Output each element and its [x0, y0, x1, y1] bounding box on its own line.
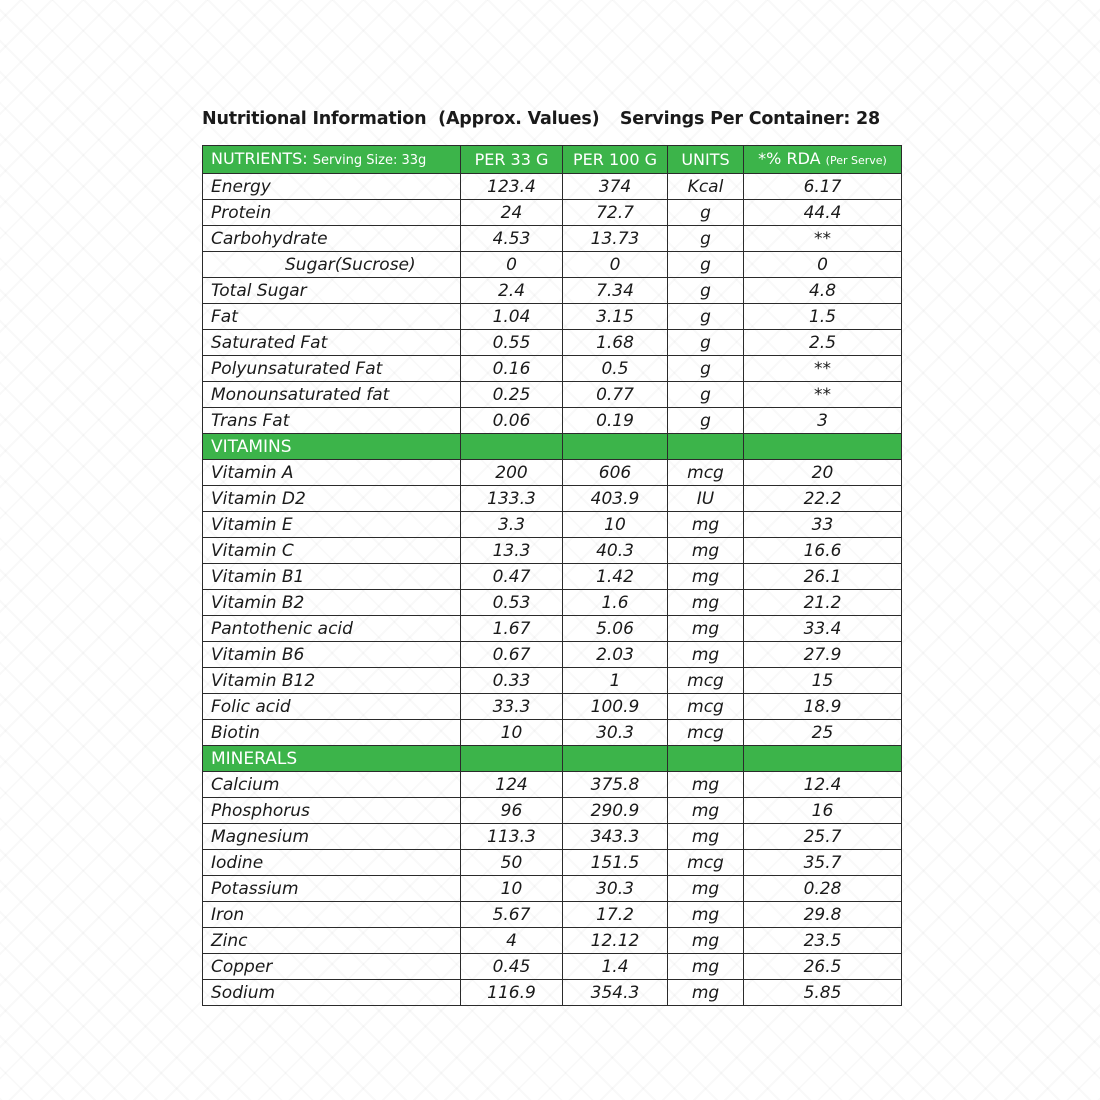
unit: g	[668, 408, 744, 434]
nutrient-name: Folic acid	[203, 694, 461, 720]
table-row	[203, 850, 902, 876]
table-row	[203, 694, 902, 720]
header-per-100: PER 100 G	[563, 146, 668, 174]
per-100g-value: 0.19	[563, 408, 668, 434]
nutrient-name: Sodium	[203, 980, 461, 1006]
per-100g-value: 7.34	[563, 278, 668, 304]
per-100g-value: 1.6	[563, 590, 668, 616]
per-100g-value: 3.15	[563, 304, 668, 330]
table-row	[203, 720, 902, 746]
unit: g	[668, 330, 744, 356]
section-minerals-cell	[563, 746, 668, 772]
per-100g-value: 354.3	[563, 980, 668, 1006]
nutrition-title: Nutritional Information (Approx. Values)	[202, 109, 600, 129]
table-row	[203, 512, 902, 538]
table-row	[203, 356, 902, 382]
table-row	[203, 824, 902, 850]
rda-value: 1.5	[744, 304, 902, 330]
section-vitamins	[203, 434, 902, 460]
rda-value: 4.8	[744, 278, 902, 304]
per-serving-value: 0.67	[461, 642, 563, 668]
per-serving-value: 123.4	[461, 174, 563, 200]
per-serving-value: 0	[461, 252, 563, 278]
table-row	[203, 798, 902, 824]
rda-value: **	[744, 226, 902, 252]
section-minerals-label: MINERALS	[203, 746, 461, 772]
per-100g-value: 10	[563, 512, 668, 538]
nutrient-name: Magnesium	[203, 824, 461, 850]
table-row	[203, 642, 902, 668]
table-row	[203, 590, 902, 616]
per-serving-value: 13.3	[461, 538, 563, 564]
per-100g-value: 30.3	[563, 720, 668, 746]
per-100g-value: 17.2	[563, 902, 668, 928]
header-rda-note: (Per Serve)	[825, 153, 887, 167]
per-serving-value: 116.9	[461, 980, 563, 1006]
unit: mcg	[668, 460, 744, 486]
rda-value: 29.8	[744, 902, 902, 928]
per-serving-value: 2.4	[461, 278, 563, 304]
per-100g-value: 2.03	[563, 642, 668, 668]
per-serving-value: 50	[461, 850, 563, 876]
table-row	[203, 330, 902, 356]
unit: mg	[668, 954, 744, 980]
unit: mcg	[668, 720, 744, 746]
section-vitamins-cell	[563, 434, 668, 460]
per-100g-value: 12.12	[563, 928, 668, 954]
per-serving-value: 0.53	[461, 590, 563, 616]
rda-value: **	[744, 356, 902, 382]
rda-value: 16.6	[744, 538, 902, 564]
nutrient-name: Saturated Fat	[203, 330, 461, 356]
unit: g	[668, 382, 744, 408]
per-serving-value: 3.3	[461, 512, 563, 538]
rda-value: 2.5	[744, 330, 902, 356]
table-row	[203, 486, 902, 512]
nutrient-name: Phosphorus	[203, 798, 461, 824]
table-row	[203, 954, 902, 980]
rda-value: 5.85	[744, 980, 902, 1006]
unit: mcg	[668, 694, 744, 720]
per-serving-value: 0.06	[461, 408, 563, 434]
rda-value: **	[744, 382, 902, 408]
rda-value: 0	[744, 252, 902, 278]
table-row	[203, 538, 902, 564]
table-row	[203, 902, 902, 928]
nutrient-name: Copper	[203, 954, 461, 980]
nutrient-name: Vitamin E	[203, 512, 461, 538]
nutrient-name: Polyunsaturated Fat	[203, 356, 461, 382]
per-serving-value: 96	[461, 798, 563, 824]
section-minerals-cell	[744, 746, 902, 772]
rda-value: 27.9	[744, 642, 902, 668]
unit: g	[668, 304, 744, 330]
nutrient-name: Vitamin B2	[203, 590, 461, 616]
per-100g-value: 1.42	[563, 564, 668, 590]
nutrient-name: Vitamin B6	[203, 642, 461, 668]
table-row	[203, 616, 902, 642]
rda-value: 22.2	[744, 486, 902, 512]
per-serving-value: 1.67	[461, 616, 563, 642]
rda-value: 44.4	[744, 200, 902, 226]
unit: Kcal	[668, 174, 744, 200]
table-row	[203, 304, 902, 330]
nutrient-name: Vitamin C	[203, 538, 461, 564]
unit: mg	[668, 876, 744, 902]
unit: mcg	[668, 850, 744, 876]
unit: mg	[668, 642, 744, 668]
unit: mcg	[668, 668, 744, 694]
nutrient-name: Monounsaturated fat	[203, 382, 461, 408]
unit: mg	[668, 772, 744, 798]
rda-value: 33.4	[744, 616, 902, 642]
rda-value: 20	[744, 460, 902, 486]
per-serving-value: 0.25	[461, 382, 563, 408]
unit: IU	[668, 486, 744, 512]
table-row	[203, 928, 902, 954]
header-nutrients-label: NUTRIENTS:	[211, 148, 308, 168]
nutrient-name: Calcium	[203, 772, 461, 798]
per-100g-value: 30.3	[563, 876, 668, 902]
per-serving-value: 0.33	[461, 668, 563, 694]
per-serving-value: 113.3	[461, 824, 563, 850]
per-100g-value: 606	[563, 460, 668, 486]
per-serving-value: 10	[461, 876, 563, 902]
table-row	[203, 226, 902, 252]
unit: mg	[668, 616, 744, 642]
servings-per-container: Servings Per Container: 28	[619, 109, 880, 129]
per-100g-value: 100.9	[563, 694, 668, 720]
per-100g-value: 1.68	[563, 330, 668, 356]
per-serving-value: 200	[461, 460, 563, 486]
table-header-row	[203, 146, 902, 174]
header-serving-size: Serving Size: 33g	[312, 152, 427, 168]
per-100g-value: 0.5	[563, 356, 668, 382]
per-100g-value: 72.7	[563, 200, 668, 226]
rda-value: 21.2	[744, 590, 902, 616]
rda-value: 23.5	[744, 928, 902, 954]
nutrient-name: Fat	[203, 304, 461, 330]
header-units: UNITS	[668, 146, 744, 174]
nutrient-name: Trans Fat	[203, 408, 461, 434]
rda-value: 15	[744, 668, 902, 694]
table-row	[203, 668, 902, 694]
label-heading	[202, 109, 880, 139]
section-minerals	[203, 746, 902, 772]
per-serving-value: 33.3	[461, 694, 563, 720]
per-100g-value: 5.06	[563, 616, 668, 642]
nutrient-name: Vitamin D2	[203, 486, 461, 512]
nutrient-name: Zinc	[203, 928, 461, 954]
per-serving-value: 10	[461, 720, 563, 746]
section-vitamins-cell	[744, 434, 902, 460]
per-100g-value: 403.9	[563, 486, 668, 512]
per-serving-value: 0.55	[461, 330, 563, 356]
per-100g-value: 375.8	[563, 772, 668, 798]
nutrient-name: Energy	[203, 174, 461, 200]
per-100g-value: 1	[563, 668, 668, 694]
unit: mg	[668, 902, 744, 928]
per-100g-value: 40.3	[563, 538, 668, 564]
header-per-serving: PER 33 G	[461, 146, 563, 174]
nutrient-name: Total Sugar	[203, 278, 461, 304]
rda-value: 25.7	[744, 824, 902, 850]
table-row	[203, 980, 902, 1006]
unit: g	[668, 252, 744, 278]
section-minerals-cell	[461, 746, 563, 772]
unit: g	[668, 278, 744, 304]
per-100g-value: 1.4	[563, 954, 668, 980]
nutrient-name: Potassium	[203, 876, 461, 902]
table-row	[203, 460, 902, 486]
rda-value: 0.28	[744, 876, 902, 902]
rda-value: 6.17	[744, 174, 902, 200]
table-row	[203, 772, 902, 798]
per-serving-value: 4	[461, 928, 563, 954]
unit: mg	[668, 512, 744, 538]
rda-value: 18.9	[744, 694, 902, 720]
nutrient-name: Vitamin B12	[203, 668, 461, 694]
per-serving-value: 1.04	[461, 304, 563, 330]
rda-value: 26.5	[744, 954, 902, 980]
per-serving-value: 24	[461, 200, 563, 226]
table-row	[203, 200, 902, 226]
per-serving-value: 133.3	[461, 486, 563, 512]
unit: mg	[668, 928, 744, 954]
nutrient-name: Biotin	[203, 720, 461, 746]
section-vitamins-label: VITAMINS	[203, 434, 461, 460]
nutrient-name: Sugar(Sucrose)	[203, 252, 461, 278]
per-serving-value: 5.67	[461, 902, 563, 928]
per-100g-value: 151.5	[563, 850, 668, 876]
section-vitamins-cell	[668, 434, 744, 460]
table-row	[203, 564, 902, 590]
section-minerals-cell	[668, 746, 744, 772]
per-100g-value: 0.77	[563, 382, 668, 408]
table-row	[203, 252, 902, 278]
nutrient-name: Vitamin B1	[203, 564, 461, 590]
nutrient-name: Protein	[203, 200, 461, 226]
rda-value: 35.7	[744, 850, 902, 876]
nutrition-table	[202, 145, 902, 1006]
table-row	[203, 278, 902, 304]
table-row	[203, 876, 902, 902]
header-rda	[744, 146, 902, 174]
rda-value: 16	[744, 798, 902, 824]
nutrient-name: Iron	[203, 902, 461, 928]
per-serving-value: 0.47	[461, 564, 563, 590]
header-rda-label: *% RDA	[758, 148, 821, 168]
unit: g	[668, 200, 744, 226]
nutrient-name: Vitamin A	[203, 460, 461, 486]
per-100g-value: 0	[563, 252, 668, 278]
rda-value: 3	[744, 408, 902, 434]
rda-value: 12.4	[744, 772, 902, 798]
rda-value: 25	[744, 720, 902, 746]
section-vitamins-cell	[461, 434, 563, 460]
table-row	[203, 408, 902, 434]
rda-value: 33	[744, 512, 902, 538]
per-serving-value: 0.16	[461, 356, 563, 382]
unit: mg	[668, 824, 744, 850]
per-serving-value: 124	[461, 772, 563, 798]
unit: mg	[668, 798, 744, 824]
unit: mg	[668, 590, 744, 616]
unit: g	[668, 356, 744, 382]
unit: mg	[668, 980, 744, 1006]
nutrient-name: Pantothenic acid	[203, 616, 461, 642]
per-100g-value: 13.73	[563, 226, 668, 252]
per-100g-value: 290.9	[563, 798, 668, 824]
nutrient-name: Iodine	[203, 850, 461, 876]
table-row	[203, 174, 902, 200]
per-serving-value: 4.53	[461, 226, 563, 252]
per-100g-value: 343.3	[563, 824, 668, 850]
rda-value: 26.1	[744, 564, 902, 590]
unit: mg	[668, 564, 744, 590]
nutrient-name: Carbohydrate	[203, 226, 461, 252]
unit: mg	[668, 538, 744, 564]
header-nutrients	[203, 146, 461, 174]
unit: g	[668, 226, 744, 252]
per-100g-value: 374	[563, 174, 668, 200]
per-serving-value: 0.45	[461, 954, 563, 980]
table-row	[203, 382, 902, 408]
